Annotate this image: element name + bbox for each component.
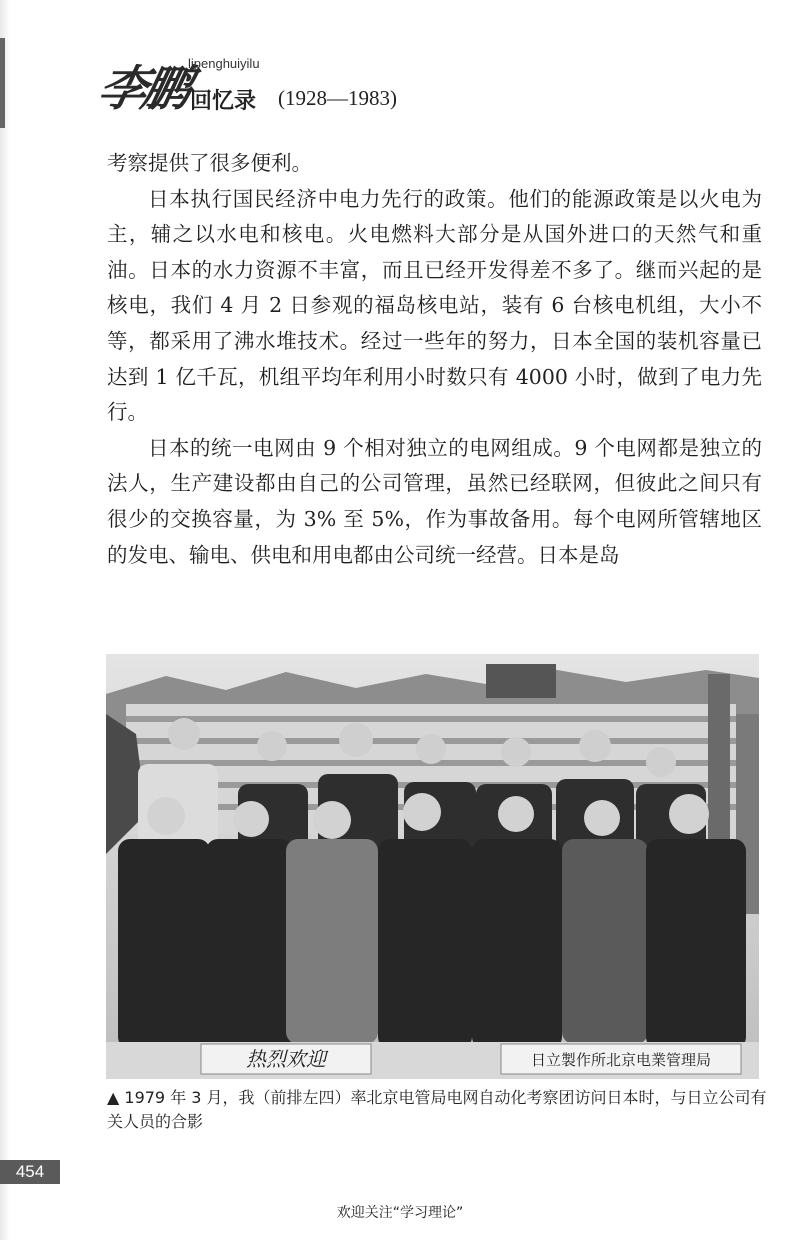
book-spine-shadow (0, 0, 10, 1240)
footer-note: 欢迎关注“学习理论” (336, 1205, 464, 1221)
paragraph: 考察提供了很多便利。 (107, 151, 312, 175)
running-header (93, 44, 700, 120)
paragraph: 日本的统一电网由 9 个相对独立的电网组成。9 个电网都是独立的法人，生产建设都由自己的公司管理，虽然已经联网，但彼此之间只有很少的交换容量，为 3% 至 5%，作为事故备用。每个电网所管辖地区的发电、输电、供电和用电都由公司统一经营。日本是岛 (107, 435, 762, 567)
calligraphy-logo: 李鹏 (93, 61, 194, 117)
group-photo (106, 654, 759, 1079)
header-pinyin: lipenghuiyilu (188, 56, 260, 71)
banner-right: 日立製作所北京电業管理局 (530, 1051, 712, 1069)
book-years: (1928—1983) (278, 86, 397, 110)
spine-mark (0, 38, 5, 128)
paragraph: 日本执行国民经济中电力先行的政策。他们的能源政策是以火电为主，辅之以水电和核电。火电燃料大部分是从国外进口的天然气和重油。日本的水力资源不丰富，而且已经开发得差不多了。继而兴起的是核电，我们 4 月 2 日参观的福岛核电站，装有 6 台核电机组，大小不等，都采用了沸水堆技术。经过一些年的努力，日本全国的装机容量已达到 1 亿千瓦，机组平均年利用小时数只有 4000 小时，做到了电力先行。 (107, 186, 762, 425)
book-title: 回忆录 (190, 89, 257, 114)
page-number: 454 (0, 1160, 60, 1184)
banner-left: 热烈欢迎 (246, 1047, 326, 1071)
photo-caption: ▲ 1979 年 3 月，我（前排左四）率北京电管局电网自动化考察团访问日本时，与日立公司有关人员的合影 (107, 1088, 767, 1131)
body-text (107, 146, 762, 573)
